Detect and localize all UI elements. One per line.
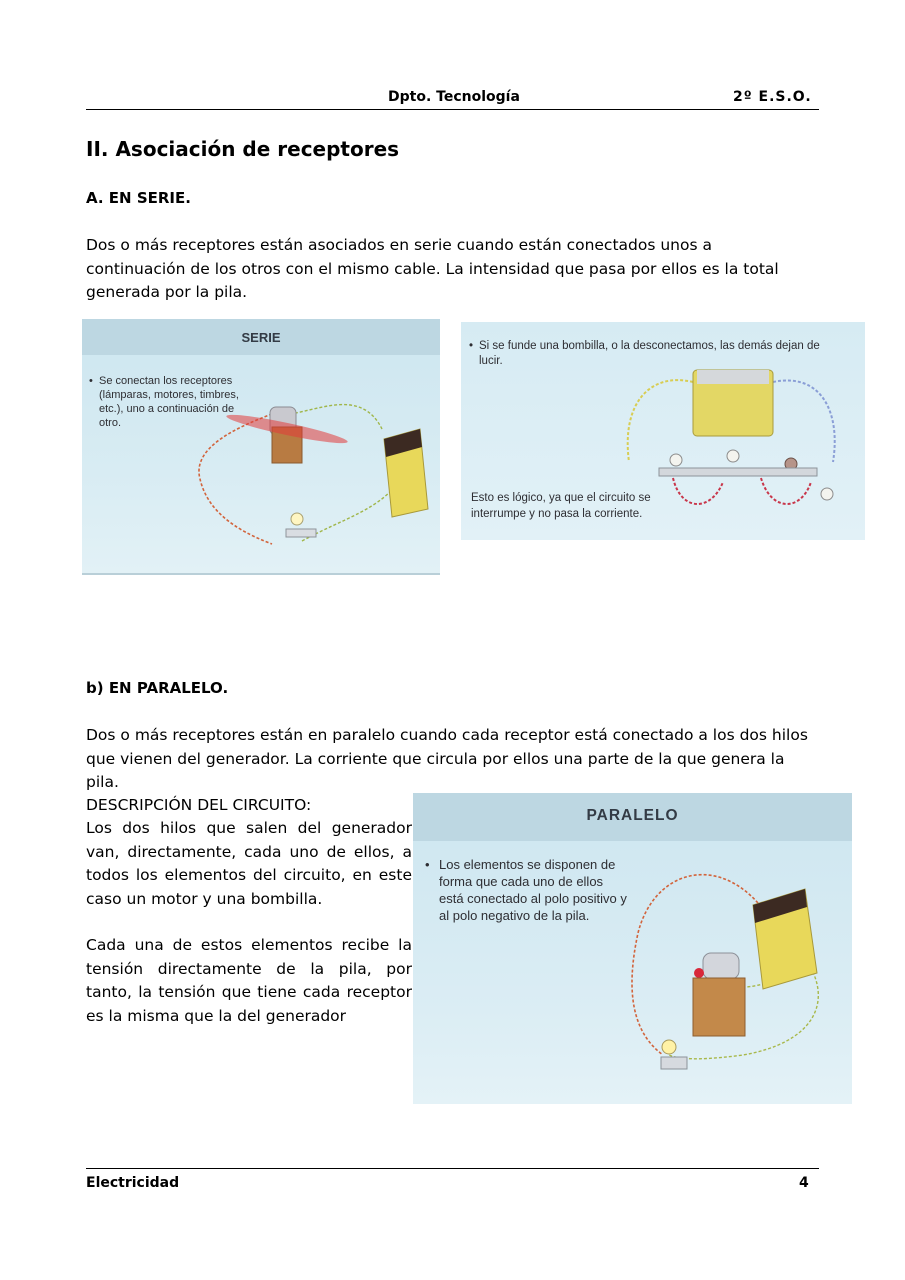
header-rule — [86, 109, 819, 110]
battery-top-icon — [697, 370, 769, 384]
header-department: Dpto. Tecnología — [388, 89, 520, 105]
footer-subject: Electricidad — [86, 1175, 180, 1191]
motor-base-icon — [693, 978, 745, 1036]
header-course: 2º E.S.O. — [733, 89, 812, 105]
bulb-icon — [670, 454, 682, 466]
bulb-holders-icon — [659, 468, 817, 476]
green-wire-top — [290, 405, 382, 429]
paralelo-circuit-figure — [413, 793, 852, 1104]
page-number: 4 — [799, 1175, 809, 1191]
serie-failure-figure — [461, 322, 865, 540]
bullet: • — [425, 857, 430, 872]
green-wire-bottom — [302, 479, 400, 541]
paralelo-paragraph: Dos o más receptores están en paralelo cuando cada receptor está conectado a los dos hilos que vienen del generador. La corriente que circula por ellos una parte de la que genera la pila. — [86, 726, 808, 791]
circuit-description-1: Los dos hilos que salen del generador van, directamente, cada uno de ellos, a todos los elementos del circuito, en este caso un motor y una bombilla. — [86, 819, 412, 908]
motor-shaft-icon — [694, 968, 704, 978]
removed-bulb-icon — [821, 488, 833, 500]
bulb-holder-icon — [286, 529, 316, 537]
bulb-icon — [662, 1040, 676, 1054]
serie-heading: A. EN SERIE. — [86, 189, 191, 207]
bulb-icon — [291, 513, 303, 525]
section-title: II. Asociación de receptores — [86, 137, 400, 161]
red-coil-wires — [673, 478, 811, 504]
bullet: • — [89, 375, 93, 387]
paralelo-figure-caption-text: Los elementos se disponen de forma que cada uno de ellos está conectado al polo positivo y al polo negativo de la pila. — [439, 857, 627, 923]
paralelo-figure-title: PARALELO — [586, 807, 679, 824]
circuit-description-2: Cada una de estos elementos recibe la tensión directamente de la pila, por tanto, la tensión que tiene cada receptor es la misma que la del generador — [86, 936, 412, 1025]
motor-icon — [703, 953, 739, 979]
yellow-wire — [628, 380, 693, 462]
serie-circuit-drawing — [82, 319, 440, 573]
serie-paragraph: Dos o más receptores están asociados en serie cuando están conectados unos a continuación de los otros con el mismo cable. La intensidad que pasa por ellos es la total generada por la pila. — [86, 236, 779, 301]
serie-failure-drawing — [461, 322, 865, 540]
serie-failure-note: Esto es lógico, ya que el circuito se interrumpe y no pasa la corriente. — [471, 492, 651, 520]
footer-rule — [86, 1168, 819, 1169]
serie-failure-caption-text: Si se funde una bombilla, o la desconectamos, las demás dejan de lucir. — [479, 340, 820, 367]
paralelo-heading: b) EN PARALELO. — [86, 679, 229, 697]
bulb-holder-icon — [661, 1057, 687, 1069]
paralelo-circuit-drawing — [413, 793, 852, 1104]
blue-wire — [773, 380, 835, 462]
serie-circuit-figure — [82, 319, 440, 575]
serie-figure-caption-text: Se conectan los receptores (lámparas, motores, timbres, etc.), uno a continuación de otro. — [99, 375, 239, 429]
bulb-icon — [727, 450, 739, 462]
red-wire — [199, 414, 272, 544]
circuit-description-title: DESCRIPCIÓN DEL CIRCUITO: — [86, 796, 312, 814]
bullet: • — [469, 340, 474, 352]
serie-figure-title: SERIE — [241, 330, 281, 345]
